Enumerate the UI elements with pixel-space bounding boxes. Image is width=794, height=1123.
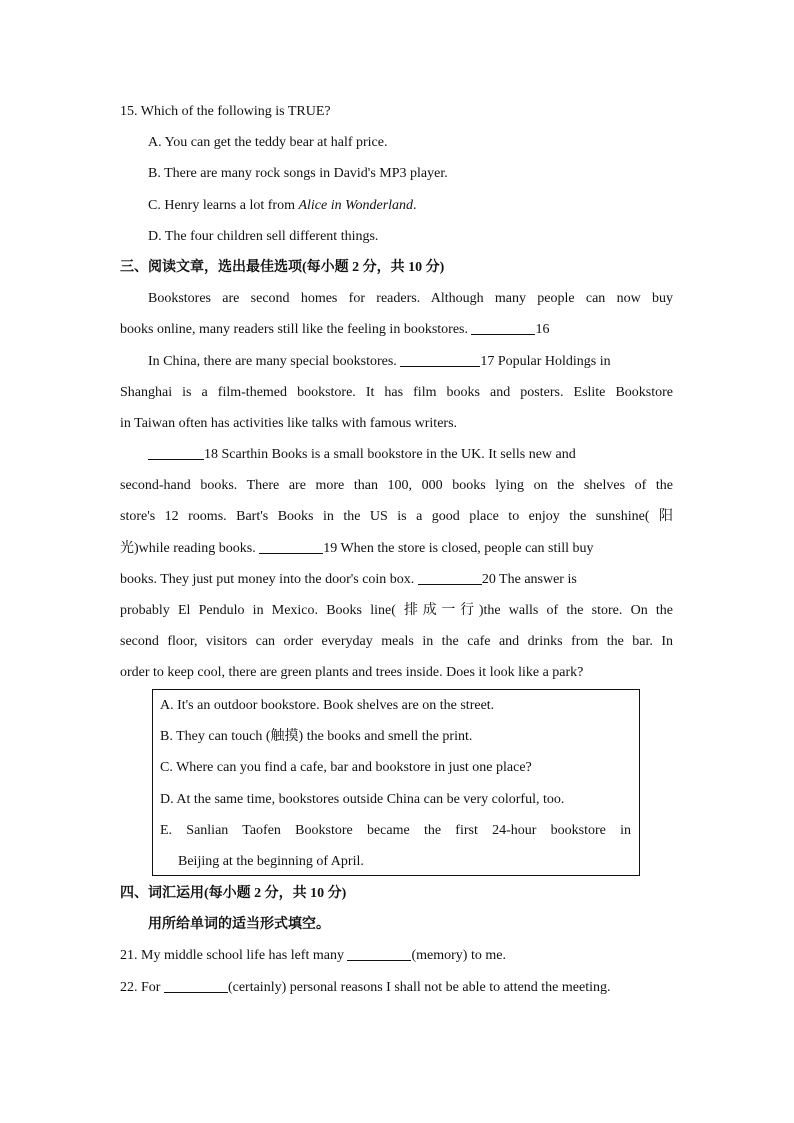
question-15-stem: 15. Which of the following is TRUE? <box>120 104 331 119</box>
section-3-heading: 三、阅读文章，选出最佳选项(每小题 2 分，共 10 分) <box>120 259 445 275</box>
question-text: (certainly) personal reasons I shall not be able to attend the meeting. <box>227 979 611 995</box>
passage-line: second floor, visitors can order everyday meals in the cafe and drinks from the bar. In <box>120 634 673 650</box>
passage-text: 17 Popular Holdings in <box>480 353 611 369</box>
passage-line <box>120 564 673 595</box>
passage-text: 光)while reading books. <box>120 540 260 556</box>
question-text: 22. For <box>120 979 164 995</box>
passage-line: store's 12 rooms. Bart's Books in the US is a good place to enjoy the sunshine( 阳 <box>120 509 673 525</box>
option-e-continued: Beijing at the beginning of April. <box>178 853 364 869</box>
option-a: A. It's an outdoor bookstore. Book shelves are on the street. <box>160 698 495 713</box>
passage-text: 18 Scarthin Books is a small bookstore in the UK. It sells new and <box>204 447 576 463</box>
question-15-option-c <box>120 190 673 221</box>
blank-19 <box>259 539 323 554</box>
question-15-option-b: B. There are many rock songs in David's MP3 player. <box>148 166 448 182</box>
option-d: D. At the same time, bookstores outside China can be very colorful, too. <box>160 791 565 807</box>
question-22 <box>120 972 673 1003</box>
question-text: (memory) to me. <box>411 948 506 964</box>
blank-21 <box>347 946 411 961</box>
option-b: B. They can touch (触摸) the books and smell the print. <box>160 729 473 745</box>
option-c-text: C. Henry learns a lot from <box>148 197 299 213</box>
passage-line <box>120 439 673 470</box>
question-15-option-d: D. The four children sell different things. <box>148 228 379 244</box>
passage-text: 20 The answer is <box>481 571 577 587</box>
blank-17 <box>400 352 480 367</box>
passage-line <box>120 533 673 564</box>
blank-number: 16 <box>535 322 550 338</box>
option-c-end: . <box>413 197 417 213</box>
question-15-option-a: A. You can get the teddy bear at half price. <box>148 135 388 151</box>
passage-line: in Taiwan often has activities like talks with famous writers. <box>120 415 458 431</box>
option-c: C. Where can you find a cafe, bar and bookstore in just one place? <box>160 760 532 776</box>
passage-line: second-hand books. There are more than 100, 000 books lying on the shelves of the <box>120 478 673 494</box>
passage-line <box>120 314 673 345</box>
option-e: E. Sanlian Taofen Bookstore became the first 24-hour bookstore in <box>160 822 631 838</box>
question-text: 21. My middle school life has left many <box>120 948 348 964</box>
blank-20 <box>418 570 482 585</box>
section-4 <box>120 878 673 1003</box>
passage-line <box>120 346 673 377</box>
blank-16 <box>471 320 535 335</box>
question-21 <box>120 940 673 971</box>
passage-line: probably El Pendulo in Mexico. Books line( 排成一行)the walls of the store. On the <box>120 603 673 618</box>
passage-text: books. They just put money into the door's coin box. <box>120 571 418 587</box>
passage-text: In China, there are many special bookstores. <box>148 353 401 369</box>
passage-text: books online, many readers still like the feeling in bookstores. <box>120 322 472 338</box>
passage-line: Shanghai is a film-themed bookstore. It has film books and posters. Eslite Bookstore <box>120 384 673 400</box>
blank-22 <box>164 978 228 993</box>
exam-page <box>120 96 673 689</box>
blank-18 <box>148 445 204 460</box>
section-4-instruction: 用所给单词的适当形式填空。 <box>148 917 330 933</box>
passage-line: Bookstores are second homes for readers. Although many people can now buy <box>148 291 673 307</box>
passage-line: order to keep cool, there are green plants and trees inside. Does it look like a park? <box>120 665 584 681</box>
options-box <box>152 689 640 876</box>
book-title: Alice in Wonderland <box>298 197 414 213</box>
section-4-heading: 四、词汇运用(每小题 2 分，共 10 分) <box>120 886 347 901</box>
passage-text: 19 When the store is closed, people can still buy <box>323 540 594 556</box>
